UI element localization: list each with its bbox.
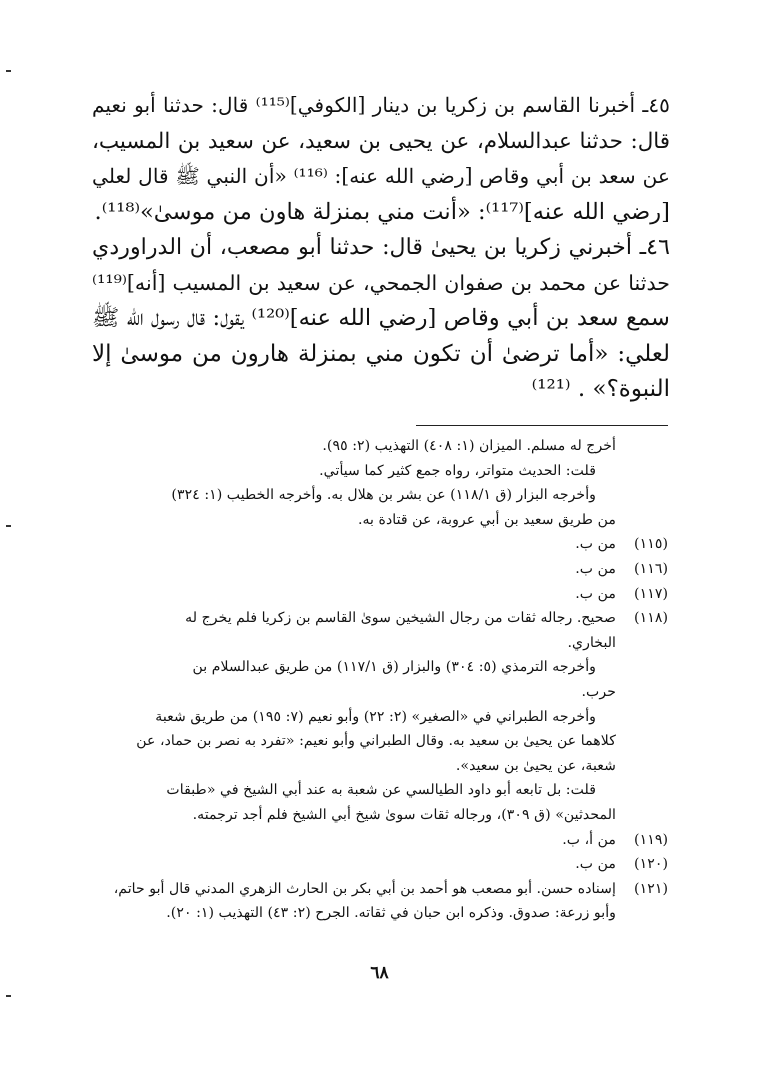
footnote-text: وأخرجه الطبراني في «الصغير» (٢: ٢٢) وأبو نعيم (٧: ١٩٥) من طريق شعبة <box>155 708 596 725</box>
main-text-line: النبوة؟» . ⁽¹²¹⁾ <box>531 376 670 402</box>
main-text-line: قال: حدثنا عبدالسلام، عن يحيى بن سعيد، عن سعيد بن المسيب، <box>92 128 670 154</box>
footnote-text: إسناده حسن. أبو مصعب هو أحمد بن أبي بكر بن الحارث الزهري المدني قال أبو حاتم، <box>113 880 616 897</box>
main-text-line: ٤٦ـ أخبرني زكريا بن يحيىٰ قال: حدثنا أبو مصعب، أن الدراوردي <box>92 234 670 260</box>
footnote-line <box>96 828 668 853</box>
main-text-line: سمع سعد بن أبي وقاص [رضي الله عنه]⁽¹²⁰⁾ يقول: قال رسول الله ﷺ <box>92 305 670 331</box>
footnote-line <box>96 705 668 730</box>
footnote-line <box>96 508 668 533</box>
footnote-line <box>96 434 668 459</box>
footnote-line <box>96 754 668 779</box>
footnote-number: (١٢١) <box>634 880 668 897</box>
footnote-text: شعبة، عن يحيىٰ بن سعيد». <box>455 757 616 774</box>
footnote-number <box>616 459 668 484</box>
footnote-text: من ب. <box>575 856 616 873</box>
footnote-number <box>616 778 668 803</box>
scan-mark <box>6 525 11 527</box>
footnote-line <box>96 606 668 631</box>
footnote-number: (١١٨) <box>634 610 668 627</box>
footnote-text: وأبو زرعة: صدوق. وذكره ابن حبان في ثقاته. الجرح (٢: ٤٣) التهذيب (١: ٢٠). <box>166 905 616 922</box>
footnote-number: (١١٩) <box>634 831 668 848</box>
footnotes <box>96 434 668 926</box>
footnote-text: أخرج له مسلم. الميزان (١: ٤٠٨) التهذيب (٢: ٩٥). <box>322 438 616 454</box>
footnote-line <box>96 729 668 754</box>
main-text-line: لعلي: «أما ترضىٰ أن تكون مني بمنزلة هارون من موسىٰ إلا <box>92 340 670 367</box>
footnote-number <box>616 901 668 926</box>
footnote-text: وأخرجه الترمذي (٥: ٣٠٤) والبزار (ق ١١٧/١) من طريق عبدالسلام بن <box>192 659 596 676</box>
footnote-text: حرب. <box>581 683 616 700</box>
footnote-text: من طريق سعيد بن أبي عروبة، عن قتادة به. <box>357 511 616 528</box>
footnote-number <box>616 705 668 730</box>
footnote-number: (١١٧) <box>634 585 668 602</box>
page-number: ٦٨ <box>370 963 389 983</box>
scan-mark <box>6 995 11 997</box>
footnote-line <box>96 901 668 926</box>
main-text-line: عن سعد بن أبي وقاص [رضي الله عنه]: ⁽¹¹⁶⁾ «أن النبي ﷺ قال لعلي <box>92 164 670 188</box>
footnote-text: من أ، ب. <box>562 831 616 848</box>
footnote-text: صحيح. رجاله ثقات من رجال الشيخين سوىٰ القاسم بن زكريا فلم يخرج له <box>185 610 616 627</box>
footnote-number <box>616 483 668 508</box>
footnote-text: قلت: بل تابعه أبو داود الطيالسي عن شعبة به عند أبي الشيخ في «طبقات <box>166 782 596 799</box>
main-text-line: ٤٥ـ أخبرنا القاسم بن زكريا بن دينار [الكوفي]⁽¹¹⁵⁾ قال: حدثنا أبو نعيم <box>92 93 670 117</box>
footnote-number <box>616 729 668 754</box>
footnote-number <box>616 434 668 459</box>
footnote-line <box>96 631 668 656</box>
footnote-line <box>96 852 668 877</box>
footnote-text: وأخرجه البزار (ق ١١٨/١) عن بشر بن هلال به. وأخرجه الخطيب (١: ٣٢٤) <box>171 487 596 504</box>
footnote-number <box>616 803 668 828</box>
footnote-line <box>96 803 668 828</box>
main-text-line: [رضي الله عنه]⁽¹¹⁷⁾: «أنت مني بمنزلة هاون من موسىٰ»⁽¹¹⁸⁾. <box>94 198 670 225</box>
footnote-line <box>96 582 668 607</box>
footnote-number: (١١٦) <box>634 560 668 577</box>
footnote-line <box>96 778 668 803</box>
footnote-number <box>616 631 668 656</box>
footnote-number: (١٢٠) <box>634 856 668 873</box>
footnote-line <box>96 483 668 508</box>
footnote-text: من ب. <box>575 585 616 602</box>
footnote-text: قلت: الحديث متواتر، رواه جمع كثير كما سيأتي. <box>319 462 596 479</box>
footnote-separator <box>416 425 668 426</box>
footnote-number <box>616 508 668 533</box>
footnote-line <box>96 655 668 680</box>
footnote-line <box>96 557 668 582</box>
footnote-line <box>96 877 668 902</box>
footnote-text: من ب. <box>575 560 616 577</box>
footnote-line <box>96 459 668 484</box>
footnote-number <box>616 754 668 779</box>
footnote-text: كلاهما عن يحيىٰ بن سعيد به. وقال الطبراني وأبو نعيم: «تفرد به نصر بن حماد، عن <box>136 733 616 750</box>
footnote-line <box>96 680 668 705</box>
footnote-text: من ب. <box>575 536 616 553</box>
footnote-number <box>616 655 668 680</box>
footnote-text: البخاري. <box>567 634 616 651</box>
footnote-line <box>96 532 668 557</box>
footnote-number <box>616 680 668 705</box>
main-text-line: حدثنا عن محمد بن صفوان الجمحي، عن سعيد بن المسيب [أنه]⁽¹¹⁹⁾ <box>92 270 670 295</box>
scan-mark <box>6 70 11 72</box>
footnote-text: المحدثين» (ق ٣٠٩)، ورجاله ثقات سوىٰ شيخ أبي الشيخ فلم أجد ترجمته. <box>192 806 616 823</box>
footnote-number: (١١٥) <box>634 536 668 553</box>
main-text <box>92 88 670 408</box>
